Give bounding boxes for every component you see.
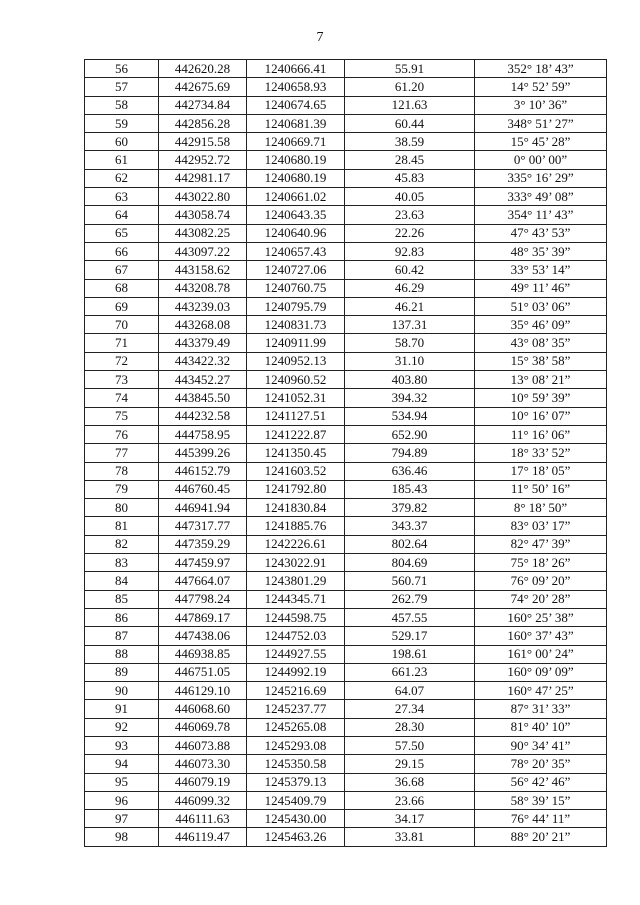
distance-cell: 33.81 — [345, 828, 475, 846]
x-coordinate-cell: 446941.94 — [159, 499, 247, 517]
point-number-cell: 84 — [85, 572, 159, 590]
table-row — [85, 297, 607, 315]
y-coordinate-cell: 1245409.79 — [247, 791, 345, 809]
table-row — [85, 645, 607, 663]
table-row — [85, 700, 607, 718]
distance-cell: 403.80 — [345, 371, 475, 389]
table-row — [85, 78, 607, 96]
point-number-cell: 59 — [85, 114, 159, 132]
bearing-cell: 160° 37’ 43” — [475, 627, 607, 645]
bearing-cell: 3° 10’ 36” — [475, 96, 607, 114]
distance-cell: 27.34 — [345, 700, 475, 718]
bearing-cell: 76° 44’ 11” — [475, 810, 607, 828]
table-row — [85, 791, 607, 809]
table-row — [85, 206, 607, 224]
table-row — [85, 590, 607, 608]
bearing-cell: 78° 20’ 35” — [475, 755, 607, 773]
point-number-cell: 81 — [85, 517, 159, 535]
point-number-cell: 67 — [85, 261, 159, 279]
point-number-cell: 56 — [85, 60, 159, 78]
point-number-cell: 74 — [85, 389, 159, 407]
y-coordinate-cell: 1241052.31 — [247, 389, 345, 407]
point-number-cell: 92 — [85, 718, 159, 736]
x-coordinate-cell: 443379.49 — [159, 334, 247, 352]
table-row — [85, 517, 607, 535]
distance-cell: 22.26 — [345, 224, 475, 242]
y-coordinate-cell: 1245293.08 — [247, 736, 345, 754]
distance-cell: 46.29 — [345, 279, 475, 297]
table-row — [85, 96, 607, 114]
bearing-cell: 87° 31’ 33” — [475, 700, 607, 718]
distance-cell: 394.32 — [345, 389, 475, 407]
table-body — [85, 60, 607, 847]
distance-cell: 58.70 — [345, 334, 475, 352]
x-coordinate-cell: 446068.60 — [159, 700, 247, 718]
bearing-cell: 56° 42’ 46” — [475, 773, 607, 791]
bearing-cell: 348° 51’ 27” — [475, 114, 607, 132]
point-number-cell: 70 — [85, 316, 159, 334]
bearing-cell: 90° 34’ 41” — [475, 736, 607, 754]
x-coordinate-cell: 443268.08 — [159, 316, 247, 334]
distance-cell: 60.42 — [345, 261, 475, 279]
table-row — [85, 425, 607, 443]
point-number-cell: 61 — [85, 151, 159, 169]
table-row — [85, 407, 607, 425]
x-coordinate-cell: 442981.17 — [159, 169, 247, 187]
x-coordinate-cell: 443097.22 — [159, 242, 247, 260]
y-coordinate-cell: 1241792.80 — [247, 480, 345, 498]
y-coordinate-cell: 1240760.75 — [247, 279, 345, 297]
x-coordinate-cell: 447869.17 — [159, 608, 247, 626]
table-row — [85, 444, 607, 462]
point-number-cell: 65 — [85, 224, 159, 242]
bearing-cell: 75° 18’ 26” — [475, 554, 607, 572]
x-coordinate-cell: 446751.05 — [159, 663, 247, 681]
table-row — [85, 114, 607, 132]
x-coordinate-cell: 442620.28 — [159, 60, 247, 78]
bearing-cell: 354° 11’ 43” — [475, 206, 607, 224]
bearing-cell: 74° 20’ 28” — [475, 590, 607, 608]
x-coordinate-cell: 443422.32 — [159, 352, 247, 370]
y-coordinate-cell: 1240952.13 — [247, 352, 345, 370]
y-coordinate-cell: 1240681.39 — [247, 114, 345, 132]
x-coordinate-cell: 446069.78 — [159, 718, 247, 736]
distance-cell: 661.23 — [345, 663, 475, 681]
y-coordinate-cell: 1243022.91 — [247, 554, 345, 572]
distance-cell: 34.17 — [345, 810, 475, 828]
point-number-cell: 88 — [85, 645, 159, 663]
bearing-cell: 10° 16’ 07” — [475, 407, 607, 425]
point-number-cell: 69 — [85, 297, 159, 315]
distance-cell: 23.66 — [345, 791, 475, 809]
bearing-cell: 82° 47’ 39” — [475, 535, 607, 553]
bearing-cell: 33° 53’ 14” — [475, 261, 607, 279]
y-coordinate-cell: 1241885.76 — [247, 517, 345, 535]
x-coordinate-cell: 443022.80 — [159, 188, 247, 206]
point-number-cell: 77 — [85, 444, 159, 462]
bearing-cell: 15° 45’ 28” — [475, 133, 607, 151]
distance-cell: 379.82 — [345, 499, 475, 517]
distance-cell: 29.15 — [345, 755, 475, 773]
y-coordinate-cell: 1240795.79 — [247, 297, 345, 315]
x-coordinate-cell: 443845.50 — [159, 389, 247, 407]
bearing-cell: 14° 52’ 59” — [475, 78, 607, 96]
distance-cell: 636.46 — [345, 462, 475, 480]
point-number-cell: 75 — [85, 407, 159, 425]
x-coordinate-cell: 443158.62 — [159, 261, 247, 279]
y-coordinate-cell: 1240640.96 — [247, 224, 345, 242]
distance-cell: 92.83 — [345, 242, 475, 260]
distance-cell: 38.59 — [345, 133, 475, 151]
x-coordinate-cell: 443082.25 — [159, 224, 247, 242]
table-row — [85, 663, 607, 681]
point-number-cell: 85 — [85, 590, 159, 608]
distance-cell: 64.07 — [345, 682, 475, 700]
x-coordinate-cell: 445399.26 — [159, 444, 247, 462]
distance-cell: 40.05 — [345, 188, 475, 206]
table-row — [85, 224, 607, 242]
point-number-cell: 97 — [85, 810, 159, 828]
bearing-cell: 10° 59’ 39” — [475, 389, 607, 407]
point-number-cell: 60 — [85, 133, 159, 151]
x-coordinate-cell: 442734.84 — [159, 96, 247, 114]
y-coordinate-cell: 1240831.73 — [247, 316, 345, 334]
table-row — [85, 261, 607, 279]
distance-cell: 198.61 — [345, 645, 475, 663]
x-coordinate-cell: 446760.45 — [159, 480, 247, 498]
x-coordinate-cell: 446129.10 — [159, 682, 247, 700]
y-coordinate-cell: 1244992.19 — [247, 663, 345, 681]
point-number-cell: 96 — [85, 791, 159, 809]
y-coordinate-cell: 1241830.84 — [247, 499, 345, 517]
distance-cell: 46.21 — [345, 297, 475, 315]
table-row — [85, 718, 607, 736]
coordinates-table — [84, 59, 607, 847]
y-coordinate-cell: 1240658.93 — [247, 78, 345, 96]
table-row — [85, 480, 607, 498]
x-coordinate-cell: 447798.24 — [159, 590, 247, 608]
y-coordinate-cell: 1244927.55 — [247, 645, 345, 663]
y-coordinate-cell: 1244598.75 — [247, 608, 345, 626]
distance-cell: 60.44 — [345, 114, 475, 132]
x-coordinate-cell: 447438.06 — [159, 627, 247, 645]
y-coordinate-cell: 1245430.00 — [247, 810, 345, 828]
table-row — [85, 279, 607, 297]
point-number-cell: 66 — [85, 242, 159, 260]
bearing-cell: 160° 25’ 38” — [475, 608, 607, 626]
table-row — [85, 535, 607, 553]
x-coordinate-cell: 442915.58 — [159, 133, 247, 151]
point-number-cell: 82 — [85, 535, 159, 553]
point-number-cell: 58 — [85, 96, 159, 114]
y-coordinate-cell: 1240643.35 — [247, 206, 345, 224]
distance-cell: 121.63 — [345, 96, 475, 114]
table-row — [85, 773, 607, 791]
y-coordinate-cell: 1242226.61 — [247, 535, 345, 553]
x-coordinate-cell: 442856.28 — [159, 114, 247, 132]
y-coordinate-cell: 1245265.08 — [247, 718, 345, 736]
y-coordinate-cell: 1240960.52 — [247, 371, 345, 389]
table-row — [85, 389, 607, 407]
bearing-cell: 81° 40’ 10” — [475, 718, 607, 736]
distance-cell: 28.30 — [345, 718, 475, 736]
y-coordinate-cell: 1245216.69 — [247, 682, 345, 700]
table-row — [85, 608, 607, 626]
distance-cell: 45.83 — [345, 169, 475, 187]
point-number-cell: 95 — [85, 773, 159, 791]
x-coordinate-cell: 447317.77 — [159, 517, 247, 535]
distance-cell: 529.17 — [345, 627, 475, 645]
distance-cell: 794.89 — [345, 444, 475, 462]
distance-cell: 534.94 — [345, 407, 475, 425]
bearing-cell: 8° 18’ 50” — [475, 499, 607, 517]
bearing-cell: 15° 38’ 58” — [475, 352, 607, 370]
page-number: 7 — [316, 30, 324, 45]
distance-cell: 457.55 — [345, 608, 475, 626]
y-coordinate-cell: 1241127.51 — [247, 407, 345, 425]
table-row — [85, 151, 607, 169]
y-coordinate-cell: 1240680.19 — [247, 151, 345, 169]
point-number-cell: 87 — [85, 627, 159, 645]
distance-cell: 31.10 — [345, 352, 475, 370]
bearing-cell: 43° 08’ 35” — [475, 334, 607, 352]
distance-cell: 802.64 — [345, 535, 475, 553]
point-number-cell: 57 — [85, 78, 159, 96]
bearing-cell: 49° 11’ 46” — [475, 279, 607, 297]
point-number-cell: 89 — [85, 663, 159, 681]
bearing-cell: 160° 47’ 25” — [475, 682, 607, 700]
y-coordinate-cell: 1240661.02 — [247, 188, 345, 206]
x-coordinate-cell: 446119.47 — [159, 828, 247, 846]
bearing-cell: 47° 43’ 53” — [475, 224, 607, 242]
x-coordinate-cell: 446073.88 — [159, 736, 247, 754]
distance-cell: 23.63 — [345, 206, 475, 224]
coordinates-table-container — [84, 59, 607, 847]
distance-cell: 262.79 — [345, 590, 475, 608]
bearing-cell: 76° 09’ 20” — [475, 572, 607, 590]
distance-cell: 137.31 — [345, 316, 475, 334]
point-number-cell: 71 — [85, 334, 159, 352]
x-coordinate-cell: 443208.78 — [159, 279, 247, 297]
table-row — [85, 242, 607, 260]
point-number-cell: 79 — [85, 480, 159, 498]
point-number-cell: 93 — [85, 736, 159, 754]
bearing-cell: 13° 08’ 21” — [475, 371, 607, 389]
distance-cell: 343.37 — [345, 517, 475, 535]
bearing-cell: 11° 50’ 16” — [475, 480, 607, 498]
point-number-cell: 76 — [85, 425, 159, 443]
y-coordinate-cell: 1244752.03 — [247, 627, 345, 645]
point-number-cell: 78 — [85, 462, 159, 480]
bearing-cell: 51° 03’ 06” — [475, 297, 607, 315]
x-coordinate-cell: 447664.07 — [159, 572, 247, 590]
x-coordinate-cell: 447459.97 — [159, 554, 247, 572]
y-coordinate-cell: 1245379.13 — [247, 773, 345, 791]
bearing-cell: 88° 20’ 21” — [475, 828, 607, 846]
point-number-cell: 62 — [85, 169, 159, 187]
x-coordinate-cell: 444758.95 — [159, 425, 247, 443]
bearing-cell: 48° 35’ 39” — [475, 242, 607, 260]
table-row — [85, 755, 607, 773]
table-row — [85, 736, 607, 754]
point-number-cell: 68 — [85, 279, 159, 297]
distance-cell: 57.50 — [345, 736, 475, 754]
distance-cell: 560.71 — [345, 572, 475, 590]
table-row — [85, 499, 607, 517]
y-coordinate-cell: 1245237.77 — [247, 700, 345, 718]
y-coordinate-cell: 1240680.19 — [247, 169, 345, 187]
y-coordinate-cell: 1240727.06 — [247, 261, 345, 279]
bearing-cell: 18° 33’ 52” — [475, 444, 607, 462]
y-coordinate-cell: 1240669.71 — [247, 133, 345, 151]
table-row — [85, 572, 607, 590]
table-row — [85, 334, 607, 352]
point-number-cell: 94 — [85, 755, 159, 773]
table-row — [85, 169, 607, 187]
point-number-cell: 98 — [85, 828, 159, 846]
x-coordinate-cell: 446099.32 — [159, 791, 247, 809]
x-coordinate-cell: 443058.74 — [159, 206, 247, 224]
table-row — [85, 352, 607, 370]
distance-cell: 28.45 — [345, 151, 475, 169]
bearing-cell: 11° 16’ 06” — [475, 425, 607, 443]
bearing-cell: 0° 00’ 00” — [475, 151, 607, 169]
x-coordinate-cell: 442675.69 — [159, 78, 247, 96]
x-coordinate-cell: 447359.29 — [159, 535, 247, 553]
y-coordinate-cell: 1244345.71 — [247, 590, 345, 608]
table-row — [85, 60, 607, 78]
bearing-cell: 83° 03’ 17” — [475, 517, 607, 535]
table-row — [85, 188, 607, 206]
x-coordinate-cell: 442952.72 — [159, 151, 247, 169]
distance-cell: 652.90 — [345, 425, 475, 443]
x-coordinate-cell: 444232.58 — [159, 407, 247, 425]
table-row — [85, 316, 607, 334]
y-coordinate-cell: 1245350.58 — [247, 755, 345, 773]
bearing-cell: 58° 39’ 15” — [475, 791, 607, 809]
bearing-cell: 35° 46’ 09” — [475, 316, 607, 334]
y-coordinate-cell: 1241222.87 — [247, 425, 345, 443]
y-coordinate-cell: 1243801.29 — [247, 572, 345, 590]
y-coordinate-cell: 1240674.65 — [247, 96, 345, 114]
point-number-cell: 86 — [85, 608, 159, 626]
x-coordinate-cell: 446073.30 — [159, 755, 247, 773]
point-number-cell: 73 — [85, 371, 159, 389]
x-coordinate-cell: 446111.63 — [159, 810, 247, 828]
bearing-cell: 335° 16’ 29” — [475, 169, 607, 187]
x-coordinate-cell: 443239.03 — [159, 297, 247, 315]
table-row — [85, 133, 607, 151]
point-number-cell: 83 — [85, 554, 159, 572]
table-row — [85, 462, 607, 480]
distance-cell: 36.68 — [345, 773, 475, 791]
table-row — [85, 828, 607, 846]
y-coordinate-cell: 1240657.43 — [247, 242, 345, 260]
point-number-cell: 80 — [85, 499, 159, 517]
distance-cell: 55.91 — [345, 60, 475, 78]
distance-cell: 804.69 — [345, 554, 475, 572]
bearing-cell: 160° 09’ 09” — [475, 663, 607, 681]
point-number-cell: 91 — [85, 700, 159, 718]
x-coordinate-cell: 446938.85 — [159, 645, 247, 663]
x-coordinate-cell: 443452.27 — [159, 371, 247, 389]
x-coordinate-cell: 446079.19 — [159, 773, 247, 791]
point-number-cell: 90 — [85, 682, 159, 700]
x-coordinate-cell: 446152.79 — [159, 462, 247, 480]
distance-cell: 61.20 — [345, 78, 475, 96]
bearing-cell: 17° 18’ 05” — [475, 462, 607, 480]
y-coordinate-cell: 1240666.41 — [247, 60, 345, 78]
bearing-cell: 333° 49’ 08” — [475, 188, 607, 206]
table-row — [85, 371, 607, 389]
y-coordinate-cell: 1245463.26 — [247, 828, 345, 846]
point-number-cell: 64 — [85, 206, 159, 224]
table-row — [85, 554, 607, 572]
table-row — [85, 627, 607, 645]
bearing-cell: 161° 00’ 24” — [475, 645, 607, 663]
table-row — [85, 810, 607, 828]
y-coordinate-cell: 1240911.99 — [247, 334, 345, 352]
y-coordinate-cell: 1241350.45 — [247, 444, 345, 462]
point-number-cell: 63 — [85, 188, 159, 206]
bearing-cell: 352° 18’ 43” — [475, 60, 607, 78]
table-row — [85, 682, 607, 700]
point-number-cell: 72 — [85, 352, 159, 370]
distance-cell: 185.43 — [345, 480, 475, 498]
y-coordinate-cell: 1241603.52 — [247, 462, 345, 480]
